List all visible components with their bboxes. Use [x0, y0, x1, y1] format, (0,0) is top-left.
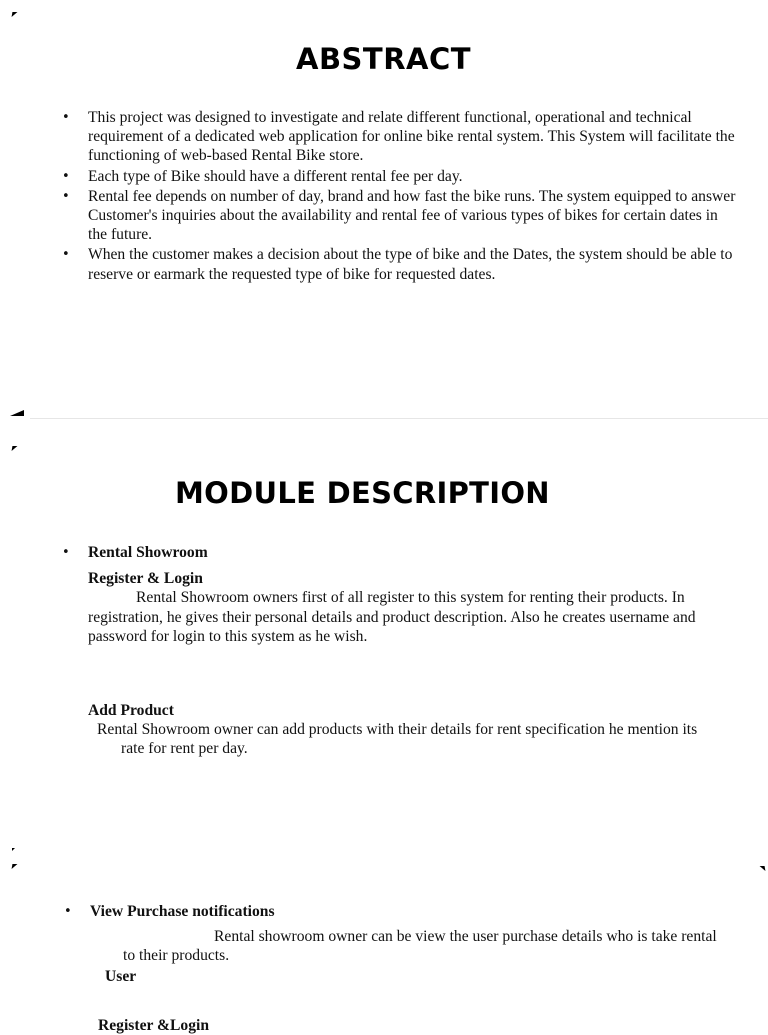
page-separator — [30, 418, 768, 419]
abstract-item — [62, 167, 738, 186]
view-purchase-bullet — [64, 902, 730, 921]
bullet-icon: • — [64, 904, 72, 919]
abstract-item-text: Each type of Bike should have a different rental fee per day. — [88, 167, 463, 185]
page-corner-mark — [12, 848, 15, 851]
abstract-list — [62, 108, 738, 285]
bullet-icon: • — [62, 545, 70, 560]
page-corner-mark — [10, 410, 24, 416]
add-product-section — [88, 701, 708, 759]
rental-showroom-label: Rental Showroom — [88, 544, 208, 561]
user-register-login-title: Register &Login — [98, 1017, 210, 1034]
register-login-title: Register & Login — [88, 570, 203, 588]
abstract-item — [62, 108, 738, 166]
abstract-item-text: When the customer makes a decision about the type of bike and the Dates, the system should be able to reserve or earmark the requested type of bike for requested dates. — [88, 246, 733, 283]
view-purchase-text: Rental showroom owner can be view the user purchase details who is take rental to their products. — [123, 928, 717, 965]
view-purchase-label: View Purchase notifications — [90, 903, 275, 920]
bullet-icon: • — [62, 188, 70, 204]
abstract-item-text: Rental fee depends on number of day, brand and how fast the bike runs. The system equipped to answer Customer's inquiries about the availability and rental fee of various types of bikes for certain dates in the future. — [88, 187, 736, 244]
bullet-icon: • — [62, 247, 70, 263]
module-description-heading: MODULE DESCRIPTION — [175, 476, 550, 510]
abstract-item — [62, 187, 738, 245]
add-product-text: Rental Showroom owner can add products with their details for rent specification he mention its rate for rent per day. — [97, 721, 698, 758]
rental-showroom-section — [62, 543, 738, 646]
bullet-icon: • — [62, 168, 70, 184]
page-corner-mark — [760, 866, 766, 871]
register-login-text: Rental Showroom owners first of all register to this system for renting their products. In registration, he gives their personal details and product description. Also he creates username and password for login to this system as he wish. — [88, 589, 696, 645]
page-corner-mark — [12, 12, 18, 17]
user-label: User — [105, 967, 137, 985]
bullet-icon: • — [62, 110, 70, 125]
page-corner-mark — [12, 864, 18, 869]
add-product-title: Add Product — [88, 702, 174, 719]
abstract-item — [62, 245, 738, 283]
abstract-heading: ABSTRACT — [296, 42, 472, 76]
abstract-item-text: This project was designed to investigate and relate different functional, operational and technical requirement of a dedicated web application for online bike rental system. This System will facilitate the functioning of web-based Rental Bike store. — [88, 109, 735, 165]
view-purchase-section — [64, 902, 730, 986]
rental-showroom-bullet — [62, 543, 738, 562]
page-corner-mark — [12, 446, 18, 451]
